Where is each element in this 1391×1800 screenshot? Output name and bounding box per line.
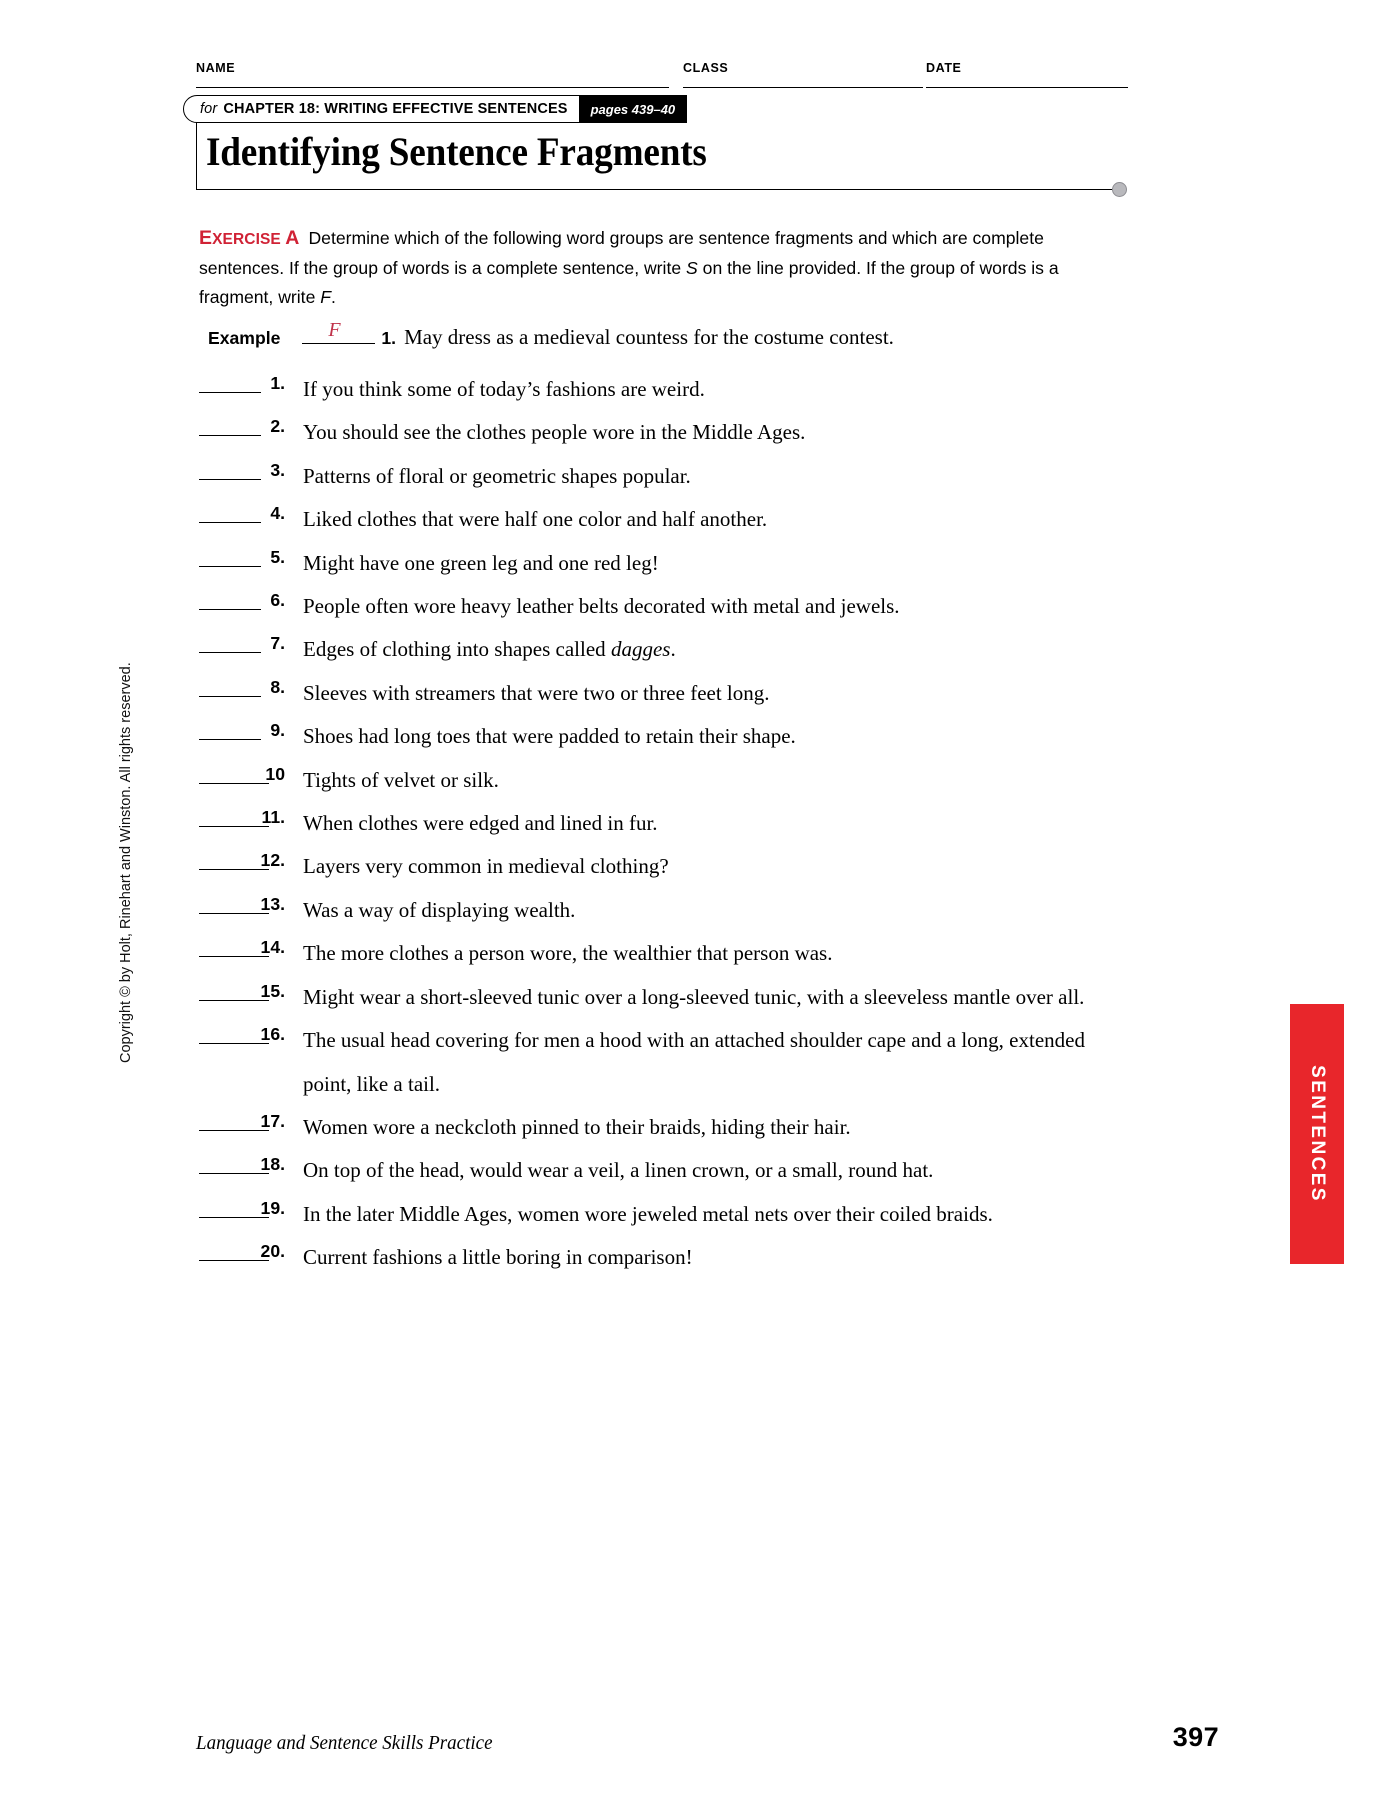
exercise-label-e: E — [199, 227, 213, 249]
question-text: Liked clothes that were half one color and half another. — [303, 507, 768, 532]
instructions-f: F — [320, 287, 331, 307]
for-word: for — [200, 101, 218, 117]
class-field[interactable] — [683, 61, 923, 88]
question-text-part: Edges of clothing into shapes called — [303, 637, 611, 662]
pages-badge: pages 439–40 — [579, 95, 688, 124]
question-row — [199, 889, 1129, 932]
question-text: Layers very common in medieval clothing? — [303, 854, 669, 879]
question-number: 5. — [270, 546, 285, 567]
question-number: 13. — [260, 893, 285, 914]
example-text: May dress as a medieval countess for the costume contest. — [404, 325, 894, 349]
section-tab-sentences — [1290, 1004, 1344, 1264]
exercise-label — [199, 227, 300, 249]
chapter-title — [184, 96, 579, 122]
instructions-part2: on the line provided. If the group of words is a fragment, write — [199, 258, 1059, 307]
question-text — [303, 628, 1129, 671]
question-number: 11. — [261, 807, 285, 828]
question-text: You should see the clothes people wore in the Middle Ages. — [303, 420, 806, 445]
question-row — [199, 368, 1129, 411]
question-text: Patterns of floral or geometric shapes popular. — [303, 463, 691, 488]
question-row — [199, 455, 1129, 498]
chapter-name: CHAPTER 18: WRITING EFFECTIVE SENTENCES — [223, 101, 568, 117]
question-number: 12. — [260, 850, 285, 871]
question-number: 17. — [260, 1110, 285, 1131]
question-number: 14. — [260, 937, 285, 958]
question-row — [199, 1106, 1129, 1149]
question-number: 10 — [265, 763, 285, 784]
question-number: 3. — [270, 459, 285, 480]
question-text: Sleeves with streamers that were two or three feet long. — [303, 680, 770, 705]
class-label: CLASS — [683, 61, 729, 75]
question-text: The usual head covering for men a hood with an attached shoulder cape and a long, extended point, like a tail. — [303, 1028, 1085, 1096]
question-row — [199, 845, 1129, 888]
example-row — [208, 319, 894, 350]
exercise-label-xercise: XERCISE — [212, 231, 281, 248]
question-text: Women wore a neckcloth pinned to their braids, hiding their hair. — [303, 1114, 851, 1139]
header-fields — [196, 58, 1128, 88]
question-text: Current fashions a little boring in comparison! — [303, 1245, 693, 1270]
instructions-s: S — [686, 258, 698, 278]
question-row — [199, 759, 1129, 802]
question-row — [199, 1149, 1129, 1192]
question-row — [199, 1236, 1129, 1279]
example-answer-value: F — [328, 319, 342, 341]
chapter-banner — [183, 95, 687, 123]
question-row — [199, 932, 1129, 975]
question-text: If you think some of today’s fashions are weird. — [303, 377, 705, 401]
question-row — [199, 976, 1129, 1019]
question-row — [199, 411, 1129, 454]
question-number: 9. — [270, 720, 285, 741]
question-row — [199, 542, 1129, 585]
question-text: Was a way of displaying wealth. — [303, 897, 576, 922]
question-row — [199, 715, 1129, 758]
question-number: 15. — [260, 980, 285, 1001]
question-text: On top of the head, would wear a veil, a linen crown, or a small, round hat. — [303, 1158, 934, 1183]
date-field[interactable] — [926, 61, 1128, 88]
question-row — [199, 802, 1129, 845]
question-number: 18. — [260, 1154, 285, 1175]
footer-title: Language and Sentence Skills Practice — [196, 1732, 493, 1754]
question-text: When clothes were edged and lined in fur. — [303, 811, 658, 836]
question-text-tail: . — [670, 637, 676, 662]
question-number: 8. — [270, 676, 285, 697]
question-number: 6. — [270, 590, 285, 611]
question-number: 7. — [270, 633, 285, 654]
exercise-body — [199, 228, 1059, 307]
question-row — [199, 498, 1129, 541]
section-tab-label: SENTENCES — [1307, 1065, 1328, 1203]
question-text: Might wear a short-sleeved tunic over a long-sleeved tunic, with a sleeveless mantle over all. — [303, 984, 1085, 1009]
question-number: 4. — [270, 503, 285, 524]
question-row — [199, 1019, 1129, 1106]
title-end-dot-icon — [1112, 182, 1127, 197]
question-number: 20. — [260, 1241, 285, 1262]
question-number: 2. — [270, 416, 285, 437]
example-answer-blank[interactable] — [302, 319, 375, 344]
question-text: People often wore heavy leather belts decorated with metal and jewels. — [303, 594, 900, 619]
question-text-italic: dagges — [610, 637, 671, 662]
exercise-label-letter: A — [285, 227, 300, 249]
question-list — [199, 368, 1129, 1280]
example-label: Example — [208, 328, 281, 348]
question-row — [199, 585, 1129, 628]
question-text: In the later Middle Ages, women wore jeweled metal nets over their coiled braids. — [303, 1201, 993, 1226]
question-row — [199, 672, 1129, 715]
page-number: 397 — [1172, 1722, 1219, 1752]
example-number: 1. — [381, 328, 397, 348]
name-label: NAME — [196, 61, 236, 75]
question-row — [199, 628, 1129, 671]
name-field[interactable] — [196, 61, 669, 88]
date-label: DATE — [926, 61, 962, 75]
question-number: 16. — [260, 1024, 285, 1045]
question-row — [199, 1193, 1129, 1236]
exercise-instructions — [199, 224, 1127, 312]
copyright-notice: Copyright © by Holt, Rinehart and Winston. All rights reserved. — [118, 662, 134, 1063]
instructions-part3: . — [331, 287, 336, 307]
instructions-part1: Determine which of the following word groups are sentence fragments and which are complete sentences. If the group of words is a complete sentence, write — [199, 228, 1044, 278]
question-text: Might have one green leg and one red leg! — [303, 550, 659, 575]
page-title: Identifying Sentence Fragments — [206, 129, 707, 174]
question-number: 19. — [260, 1197, 285, 1218]
question-text: The more clothes a person wore, the wealthier that person was. — [303, 941, 833, 966]
question-text: Tights of velvet or silk. — [303, 767, 499, 792]
question-text: Shoes had long toes that were padded to retain their shape. — [303, 724, 796, 749]
question-number: 1. — [270, 373, 285, 393]
